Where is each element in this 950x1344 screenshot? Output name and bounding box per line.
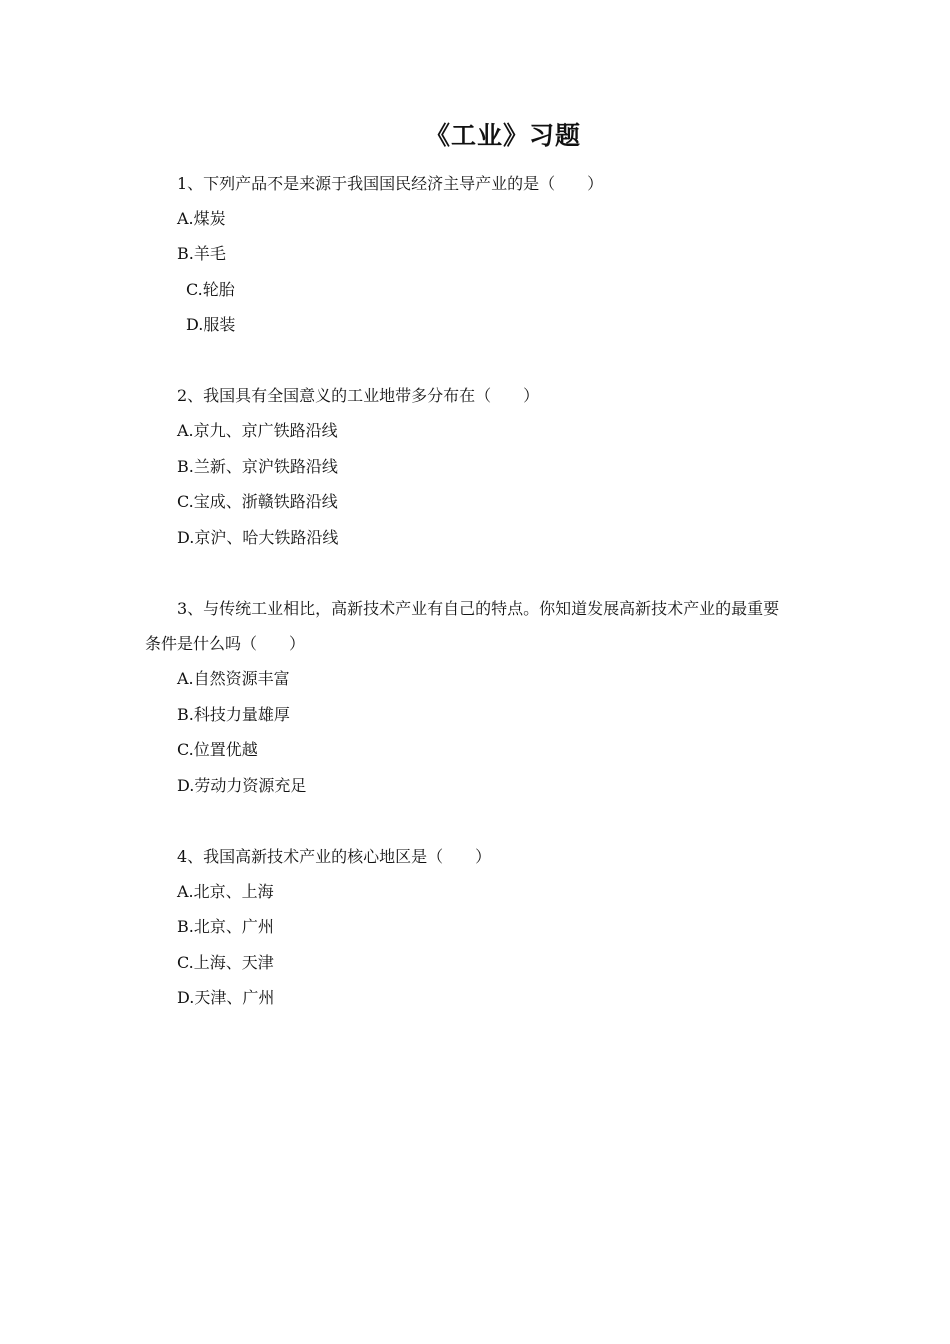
option-d: D.天津、广州 — [177, 988, 275, 1007]
question-stem: 4、我国高新技术产业的核心地区是（ ） — [177, 847, 492, 866]
option-d: D.服装 — [186, 315, 236, 334]
option-b: B.科技力量雄厚 — [177, 705, 290, 724]
option-b: B.北京、广州 — [177, 917, 274, 936]
option-c: C.宝成、浙赣铁路沿线 — [177, 492, 338, 511]
question-stem: 1、下列产品不是来源于我国国民经济主导产业的是（ ） — [177, 174, 604, 193]
question-stem-line-2: 条件是什么吗（ ） — [145, 634, 306, 653]
option-a: A.煤炭 — [177, 209, 226, 228]
option-d: D.京沪、哈大铁路沿线 — [177, 528, 339, 547]
page-title: 《工业》习题 — [424, 121, 581, 150]
option-c: C.轮胎 — [186, 280, 235, 299]
question-stem: 2、我国具有全国意义的工业地带多分布在（ ） — [177, 386, 540, 405]
option-a: A.京九、京广铁路沿线 — [177, 421, 338, 440]
question-stem-line-1: 3、与传统工业相比，高新技术产业有自己的特点。你知道发展高新技术产业的最重要 — [177, 599, 780, 618]
option-c: C.位置优越 — [177, 740, 258, 759]
option-a: A.自然资源丰富 — [177, 669, 290, 688]
option-a: A.北京、上海 — [177, 882, 274, 901]
option-b: B.羊毛 — [177, 244, 226, 263]
option-c: C.上海、天津 — [177, 953, 274, 972]
option-d: D.劳动力资源充足 — [177, 776, 307, 795]
option-b: B.兰新、京沪铁路沿线 — [177, 457, 338, 476]
